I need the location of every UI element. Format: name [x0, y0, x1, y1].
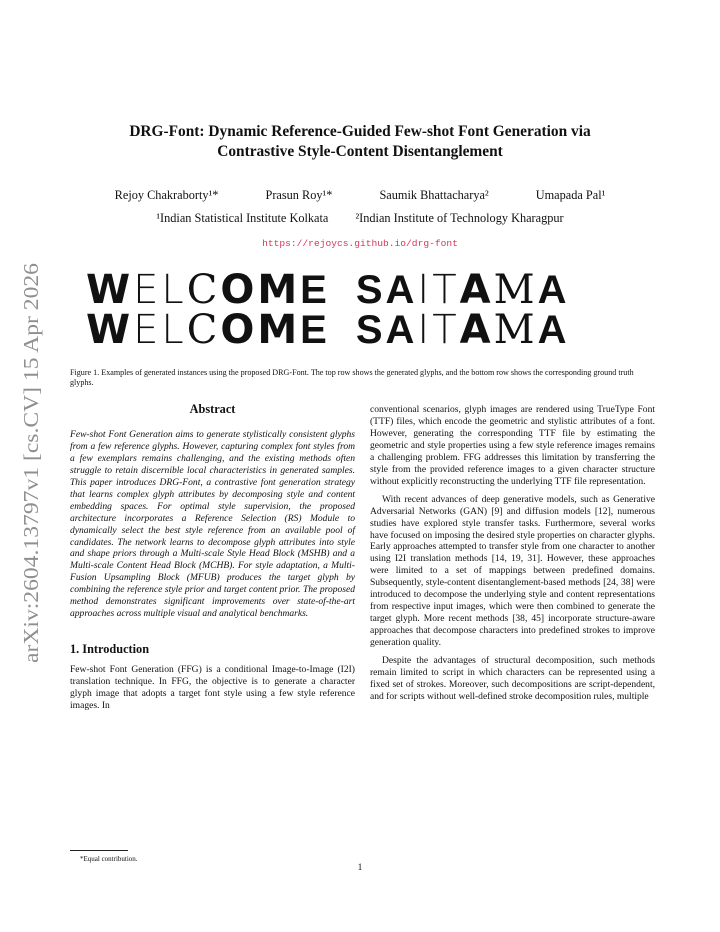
introduction-text-left: Few-shot Font Generation (FFG) is a conditional Image-to-Image (I2I) translation technique. In FFG, the objective is to generate a character glyph image that adopts a target font style using a few style reference images. In: [70, 664, 355, 712]
introduction-heading: 1. Introduction: [70, 642, 150, 657]
author-list: [60, 188, 660, 203]
author-2: Prasun Roy¹*: [265, 188, 333, 202]
arxiv-stamp: [6, 258, 54, 668]
right-column: [370, 404, 655, 703]
generated-glyph-row: W E L C O M E S A I T A M A: [86, 267, 570, 313]
affiliation-2: ²Indian Institute of Technology Kharagpur: [355, 211, 564, 225]
author-1: Rejoy Chakraborty¹*: [114, 188, 219, 202]
affiliation-list: [60, 211, 660, 226]
introduction-paragraph-2: With recent advances of deep generative models, such as Generative Adversarial Networks (GAN) [9] and diffusion models [12], numerous studies have explored style transfer tasks. Furthermore, several works have focused on imposing the desired style properties on character glyphs. Early approaches attempted to transfer style from one character to another using I2I translation methods [14, 19, 31]. However, these approaches were limited to a set of mappings between predefined domains. Subsequently, style-content disentanglement-based methods [24, 38] were introduced to decompose the underlying style and content representations from respective input images, which were then combined to generate the target glyph. More recent methods [38, 45] incorporate structure-aware approaches that decompose characters into predefined strokes to improve generation quality.: [370, 493, 655, 649]
left-column: [70, 404, 355, 712]
introduction-paragraph-1: conventional scenarios, glyph images are rendered using TrueType Font (TTF) files, which encode the geometric and stylistic attributes of a font. However, generating the corresponding TTF file by estimating the geometric and style properties using a few style reference images remains a challenging problem. FFG addresses this limitation by transferring the style from the provided reference images to a given character structure without explicitly reconstructing the underlying TTF file representation.: [370, 404, 655, 487]
ground-truth-glyph-row: W E L C O M E S A I T A M A: [86, 307, 570, 353]
introduction-paragraph-3: Despite the advantages of structural decomposition, such methods remain limited to script in which characters can be represented using a fixed set of strokes. Moreover, such decompositions are script-dependent, and for scripts without well-defined stroke decomposition rules, multiple: [370, 655, 655, 702]
abstract-heading: Abstract: [189, 402, 236, 416]
abstract-text: Few-shot Font Generation aims to generate stylistically consistent glyphs from a few reference glyphs. However, capturing complex font styles from a few exemplars remains challenging, and the existing methods often struggle to retain discernible local characteristics in generated samples. This paper introduces DRG-Font, a contrastive font generation strategy that learns complex glyph attributes by decomposing style and content embedding spaces. For optimal style supervision, the proposed architecture incorporates a Reference Selection (RS) Module to dynamically select the best style reference from an available pool of candidates. The network learns to decompose glyph attributes into style and shape priors through a Multi-scale Style Head Block (MSHB) and a Multi-scale Content Head Block (MCHB). For style adaptation, a Multi-Fusion Upsampling Block (MFUB) produces the target glyph by combining the reference style prior and target content prior. The proposed method demonstrates significant improvements over state-of-the-art approaches across multiple visual and analytical benchmarks.: [70, 428, 355, 620]
author-4: Umapada Pal¹: [535, 188, 606, 202]
title-line-2: Contrastive Style-Content Disentanglement: [217, 143, 503, 160]
author-3: Saumik Bhattacharya²: [379, 188, 489, 202]
title-line-1: DRG-Font: Dynamic Reference-Guided Few-shot Font Generation via: [129, 123, 591, 140]
page-number: 1: [357, 863, 363, 873]
arxiv-stamp-text: arXiv:2604.13797v1 [cs.CV] 15 Apr 2026: [19, 307, 43, 663]
paper-title: [60, 122, 660, 162]
project-url[interactable]: https://rejoycs.github.io/drg-font: [262, 238, 458, 249]
footnote-rule: [70, 850, 128, 851]
figure-1-caption: Figure 1. Examples of generated instances using the proposed DRG-Font. The top row shows the generated glyphs, and the bottom row shows the corresponding ground truth glyphs.: [70, 368, 634, 388]
footnote: *Equal contribution.: [80, 855, 138, 863]
affiliation-1: ¹Indian Statistical Institute Kolkata: [156, 211, 329, 225]
figure-1-glyphs: [86, 267, 634, 353]
